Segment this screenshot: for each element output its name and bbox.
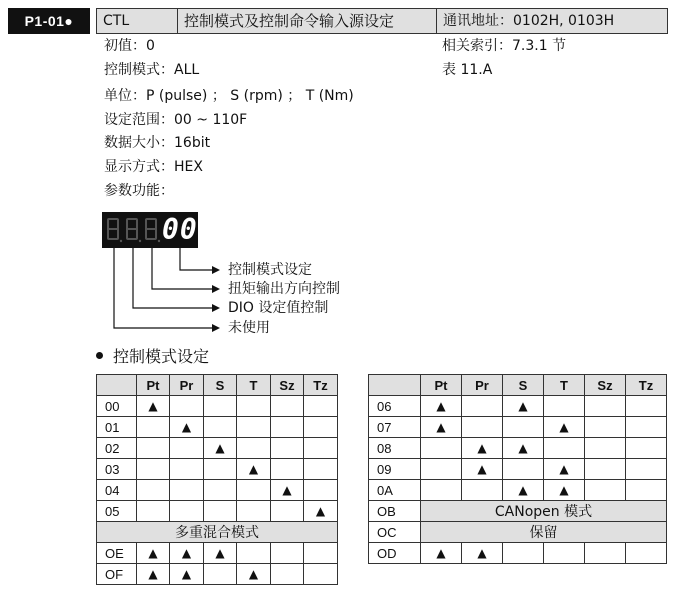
default-value: 初值：0: [104, 38, 155, 54]
empty-cell: [462, 480, 503, 501]
mode-code: OF: [97, 564, 137, 585]
table-row: [97, 396, 338, 417]
triangle-mark-icon: ▲: [170, 543, 204, 564]
empty-cell: [585, 543, 626, 564]
unit: 单位：P (pulse) ； S (rpm) ； T (Nm): [104, 88, 354, 104]
table-row: [369, 438, 667, 459]
empty-cell: [626, 543, 667, 564]
triangle-mark-icon: ▲: [503, 396, 544, 417]
column-header-s: S: [503, 375, 544, 396]
triangle-mark-icon: ▲: [137, 543, 170, 564]
table-row: [97, 459, 338, 480]
merged-row-label: 多重混合模式: [97, 522, 338, 543]
empty-cell: [462, 396, 503, 417]
triangle-mark-icon: ▲: [503, 480, 544, 501]
table-ref: 表 11.A: [442, 62, 493, 78]
empty-cell: [626, 417, 667, 438]
empty-cell: [271, 564, 304, 585]
column-header-pt: Pt: [421, 375, 462, 396]
mode-code: 04: [97, 480, 137, 501]
table-row: [369, 522, 667, 543]
table-row: [97, 522, 338, 543]
empty-cell: [237, 480, 271, 501]
header-corner: [97, 375, 137, 396]
triangle-mark-icon: ▲: [237, 564, 271, 585]
mode-table-left: [96, 374, 338, 585]
empty-cell: [421, 480, 462, 501]
triangle-mark-icon: ▲: [503, 438, 544, 459]
label-torque-direction: 扭矩输出方向控制: [228, 281, 340, 297]
column-header-pr: Pr: [170, 375, 204, 396]
triangle-mark-icon: ▲: [137, 396, 170, 417]
empty-cell: [271, 459, 304, 480]
empty-cell: [204, 417, 237, 438]
label-dio-setting: DIO 设定值控制: [228, 300, 329, 316]
empty-cell: [304, 417, 338, 438]
section-title-text: 控制模式设定: [113, 347, 210, 366]
data-size: 数据大小：16bit: [104, 135, 211, 151]
empty-cell: [304, 438, 338, 459]
digit-connector-lines: [100, 248, 240, 338]
empty-cell: [585, 438, 626, 459]
comm-address: 通讯地址：0102H, 0103H: [436, 8, 668, 34]
mode-code: OE: [97, 543, 137, 564]
column-header-sz: Sz: [585, 375, 626, 396]
mode-table-right: [368, 374, 667, 564]
triangle-mark-icon: ▲: [170, 564, 204, 585]
table-row: [97, 543, 338, 564]
empty-cell: [304, 396, 338, 417]
empty-cell: [304, 459, 338, 480]
empty-cell: [271, 396, 304, 417]
column-header-t: T: [544, 375, 585, 396]
merged-mode-label: 保留: [421, 522, 667, 543]
empty-cell: [585, 417, 626, 438]
empty-cell: [204, 501, 237, 522]
empty-cell: [170, 396, 204, 417]
bullet-icon: [96, 352, 103, 359]
display-value: 00: [162, 213, 198, 246]
section-title: [96, 346, 209, 368]
column-header-tz: Tz: [626, 375, 667, 396]
triangle-mark-icon: ▲: [421, 417, 462, 438]
empty-cell: [137, 480, 170, 501]
empty-cell: [585, 459, 626, 480]
table-row: [97, 438, 338, 459]
mode-code: 08: [369, 438, 421, 459]
empty-cell: [137, 417, 170, 438]
display-format: 显示方式：HEX: [104, 159, 203, 175]
column-header-tz: Tz: [304, 375, 338, 396]
empty-cell: [304, 564, 338, 585]
empty-cell: [626, 480, 667, 501]
column-header-s: S: [204, 375, 237, 396]
empty-cell: [237, 417, 271, 438]
empty-cell: [544, 396, 585, 417]
empty-cell: [170, 480, 204, 501]
label-control-mode: 控制模式设定: [228, 262, 312, 278]
triangle-mark-icon: ▲: [462, 459, 503, 480]
header-corner: [369, 375, 421, 396]
triangle-mark-icon: ▲: [421, 396, 462, 417]
empty-cell: [271, 543, 304, 564]
label-unused: 未使用: [228, 320, 270, 336]
mode-code: OC: [369, 522, 421, 543]
triangle-mark-icon: ▲: [544, 480, 585, 501]
table-row: [369, 501, 667, 522]
function-label: 参数功能：: [104, 183, 174, 199]
column-header-pt: Pt: [137, 375, 170, 396]
setting-range: 设定范围：00 ~ 110F: [104, 112, 248, 128]
empty-cell: [237, 396, 271, 417]
empty-cell: [237, 501, 271, 522]
empty-cell: [137, 501, 170, 522]
triangle-mark-icon: ▲: [237, 459, 271, 480]
triangle-mark-icon: ▲: [204, 438, 237, 459]
triangle-mark-icon: ▲: [271, 480, 304, 501]
mode-code: OD: [369, 543, 421, 564]
empty-cell: [204, 564, 237, 585]
table-row: [369, 543, 667, 564]
mode-code: 03: [97, 459, 137, 480]
related-index: 相关索引：7.3.1 节: [442, 38, 567, 54]
mode-code: 01: [97, 417, 137, 438]
table-row: [369, 396, 667, 417]
control-mode: 控制模式：ALL: [104, 62, 200, 78]
empty-cell: [626, 438, 667, 459]
mode-code: 09: [369, 459, 421, 480]
mode-code: 07: [369, 417, 421, 438]
table-row: [369, 480, 667, 501]
triangle-mark-icon: ▲: [462, 543, 503, 564]
empty-cell: [304, 543, 338, 564]
merged-mode-label: CANopen 模式: [421, 501, 667, 522]
table-row: [369, 417, 667, 438]
empty-cell: [237, 438, 271, 459]
table-row: [97, 417, 338, 438]
empty-cell: [204, 459, 237, 480]
empty-cell: [544, 438, 585, 459]
table-row: [97, 564, 338, 585]
empty-cell: [503, 417, 544, 438]
empty-cell: [503, 459, 544, 480]
empty-cell: [462, 417, 503, 438]
mode-code: 0A: [369, 480, 421, 501]
empty-cell: [585, 480, 626, 501]
mode-code: 05: [97, 501, 137, 522]
empty-cell: [626, 459, 667, 480]
column-header-sz: Sz: [271, 375, 304, 396]
empty-cell: [204, 480, 237, 501]
empty-cell: [237, 543, 271, 564]
empty-cell: [271, 417, 304, 438]
column-header-pr: Pr: [462, 375, 503, 396]
triangle-mark-icon: ▲: [462, 438, 503, 459]
triangle-mark-icon: ▲: [544, 417, 585, 438]
empty-cell: [170, 438, 204, 459]
triangle-mark-icon: ▲: [421, 543, 462, 564]
triangle-mark-icon: ▲: [544, 459, 585, 480]
mode-code: 06: [369, 396, 421, 417]
empty-cell: [304, 480, 338, 501]
empty-cell: [503, 543, 544, 564]
empty-cell: [204, 396, 237, 417]
seven-segment-display: [102, 212, 198, 248]
triangle-mark-icon: ▲: [137, 564, 170, 585]
empty-cell: [170, 501, 204, 522]
table-row: [369, 459, 667, 480]
triangle-mark-icon: ▲: [204, 543, 237, 564]
empty-cell: [421, 438, 462, 459]
param-title: 控制模式及控制命令输入源设定: [177, 8, 437, 34]
empty-cell: [137, 459, 170, 480]
param-abbr: CTL: [96, 8, 178, 34]
param-id-badge: P1-01●: [8, 8, 90, 34]
empty-cell: [421, 459, 462, 480]
triangle-mark-icon: ▲: [170, 417, 204, 438]
empty-cell: [271, 501, 304, 522]
empty-cell: [137, 438, 170, 459]
mode-code: 00: [97, 396, 137, 417]
empty-cell: [626, 396, 667, 417]
table-row: [97, 480, 338, 501]
empty-cell: [544, 543, 585, 564]
mode-code: 02: [97, 438, 137, 459]
mode-code: OB: [369, 501, 421, 522]
column-header-t: T: [237, 375, 271, 396]
empty-cell: [271, 438, 304, 459]
empty-cell: [585, 396, 626, 417]
table-row: [97, 501, 338, 522]
empty-cell: [170, 459, 204, 480]
triangle-mark-icon: ▲: [304, 501, 338, 522]
